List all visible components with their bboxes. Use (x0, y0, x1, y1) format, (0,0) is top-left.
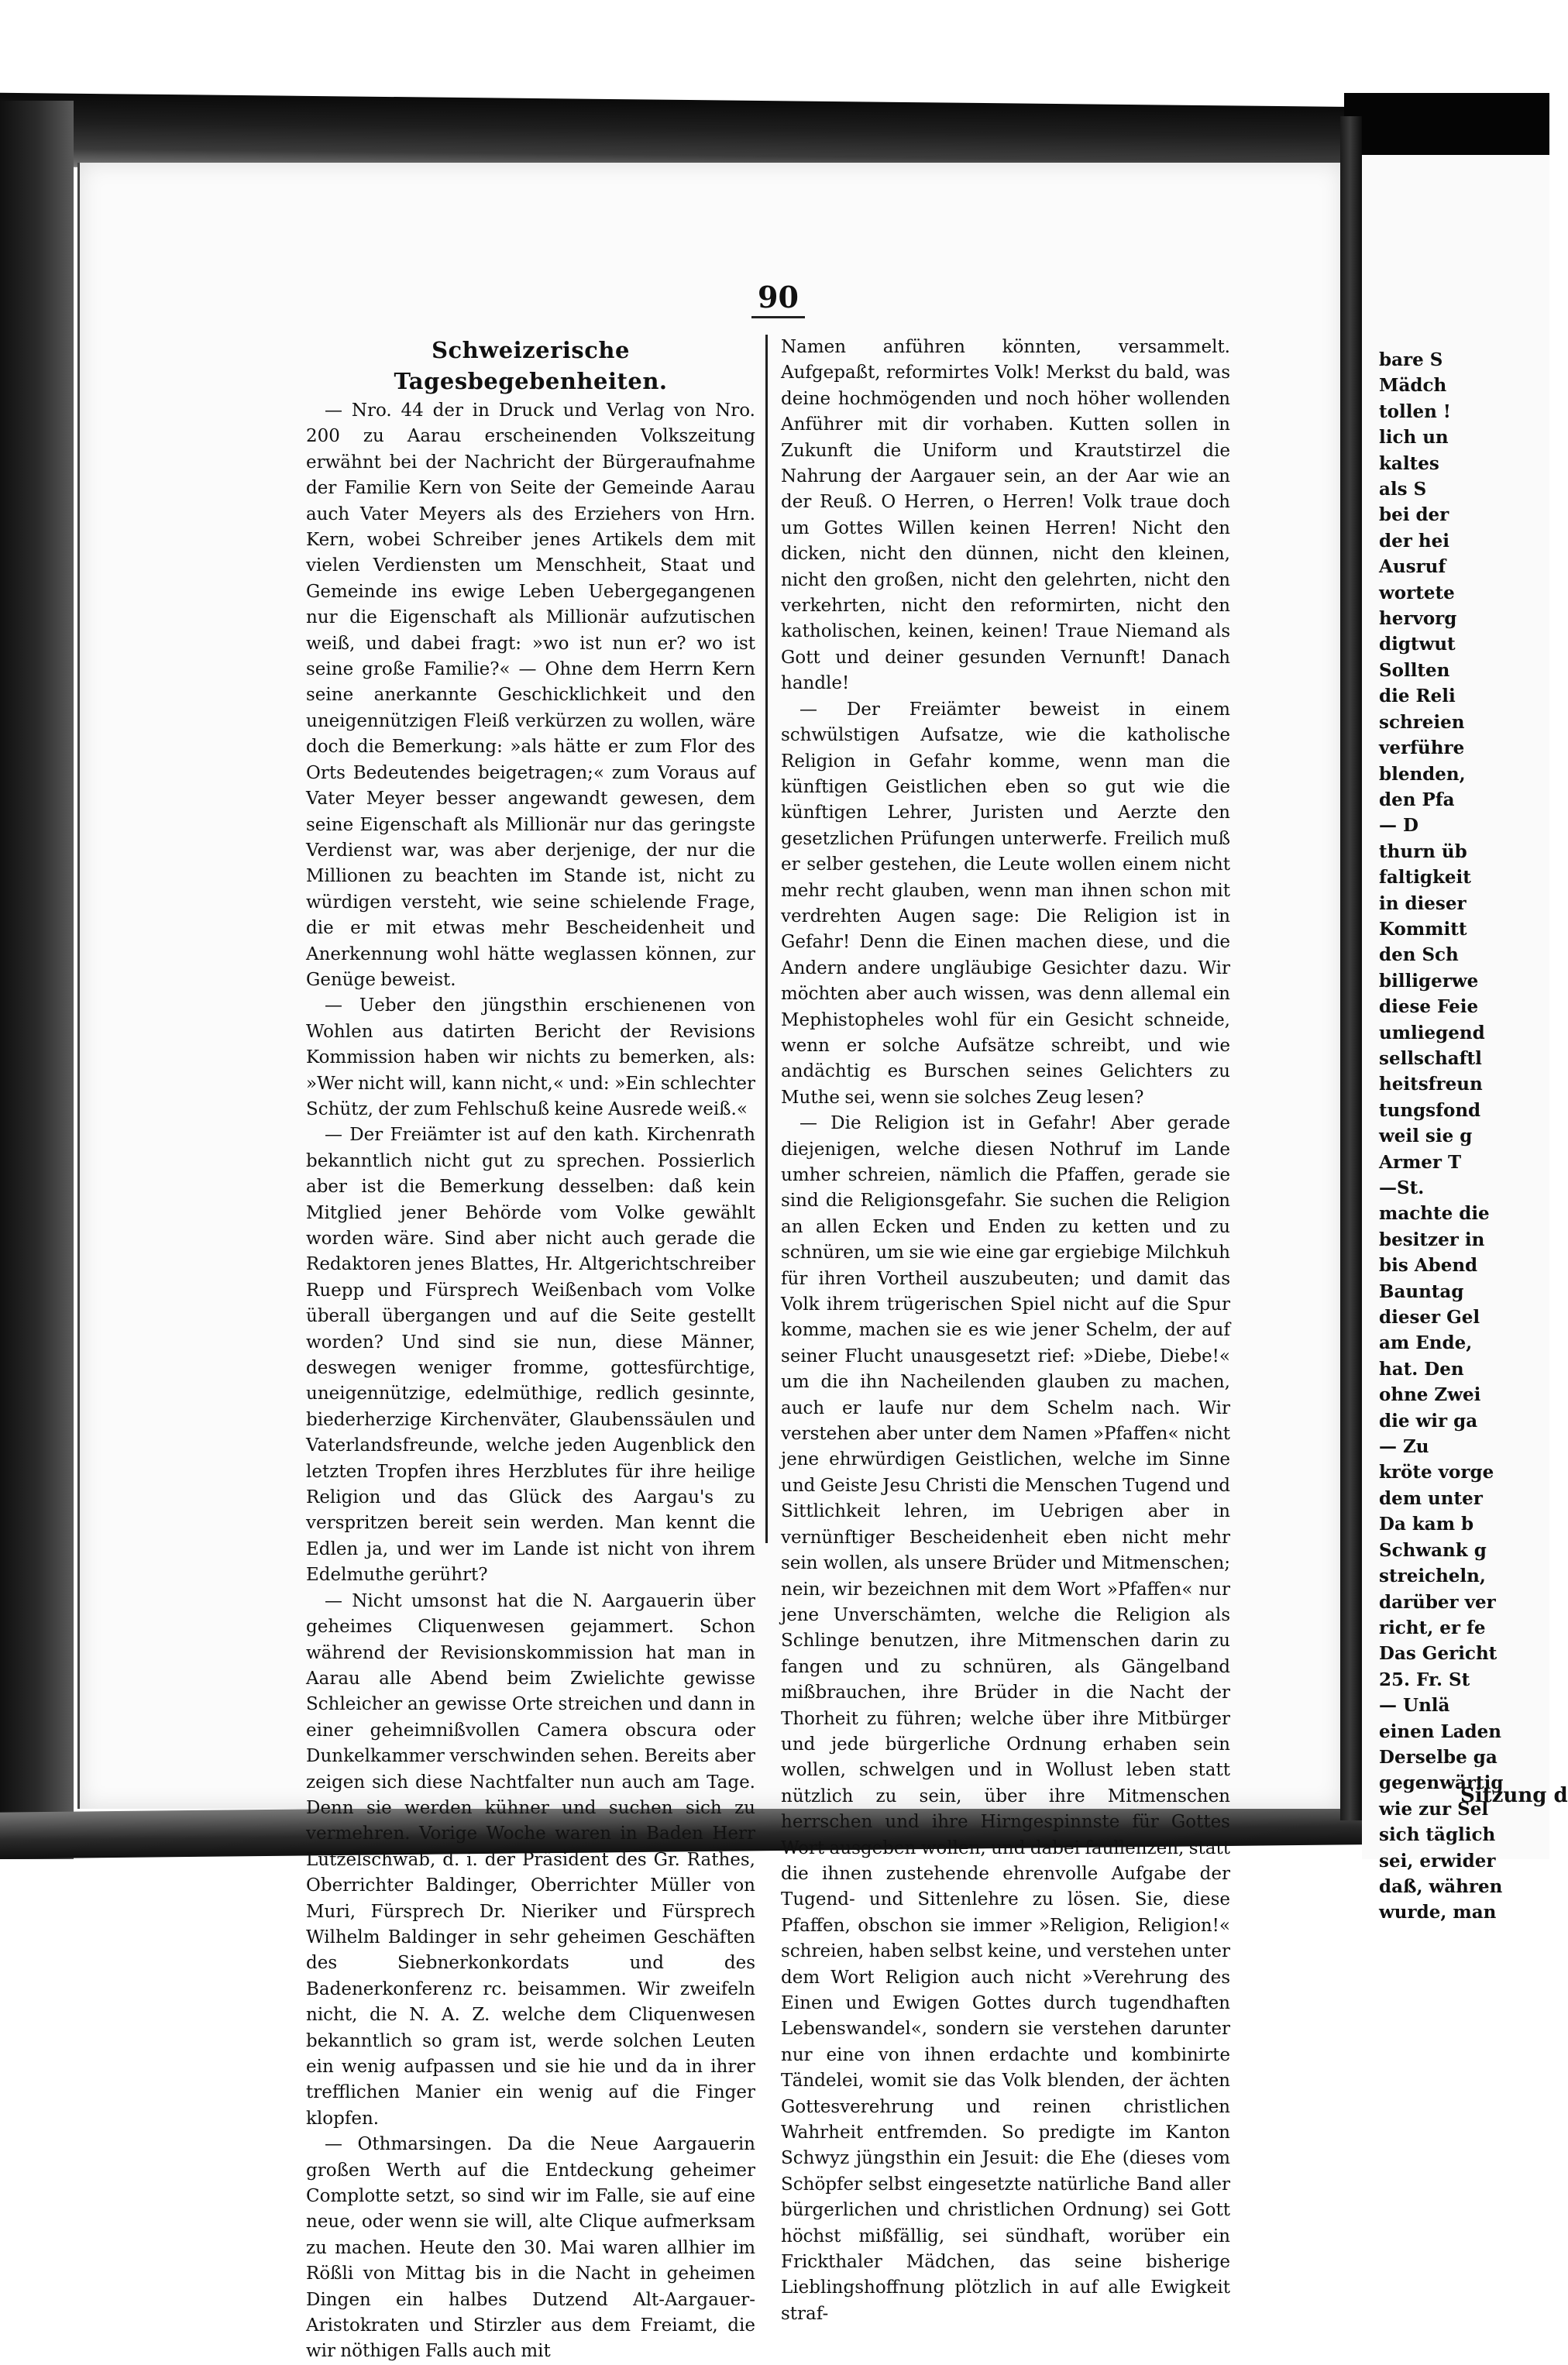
adjacent-page-line: als S (1379, 479, 1427, 500)
adjacent-page-line: die wir ga (1379, 1410, 1478, 1432)
adjacent-page (1362, 155, 1549, 1923)
adjacent-page-line: Bauntag (1379, 1280, 1464, 1302)
adjacent-page-line: sei, erwider (1379, 1850, 1496, 1872)
article-paragraph: — Der Freiämter ist auf den kath. Kirchenrath bekanntlich nicht gut zu sprechen. Possierlich aber ist die Bemerkung desselben: daß kein Mitglied jener Behörde vom Volke gewählt worden wäre. Sind aber nicht auch gerade die Redaktoren jenes Blattes, Hr. Altgerichtschreiber Ruepp und Fürsprech Weißenbach vom Volke überall übergangen und auf die Seite gestellt worden? Und sind sie nun, diese Männer, deswegen weniger fromme, gottesfürchtige, uneigennützige, edelmüthige, redlich gesinnte, biederherzige Kirchenväter, Glaubenssäulen und Vaterlandsfreunde, welche jeden Augenblick den letzten Tropfen ihres Herzblutes für ihre heilige Religion und das Glück des Aargau's zu verspritzen bereit sein werden. Man kennt die Edlen ja, und wer im Lande ist nicht von ihrem Edelmuthe gerührt? (306, 1125, 755, 1586)
book-gutter (1340, 116, 1362, 1820)
adjacent-page-line: diese Feie (1379, 996, 1479, 1018)
scan-shadow-left (0, 101, 74, 1859)
adjacent-page-line: wie zur Sel (1379, 1798, 1489, 1820)
adjacent-page-line: kröte vorge (1379, 1462, 1494, 1483)
adjacent-page-line: Ausruf (1379, 556, 1446, 578)
article-paragraph: — Der Freiämter beweist in einem schwülstigen Aufsatze, wie die katholische Religion in Gefahr komme, wenn man die künftigen Geistlichen eben so gut wie die künftigen Lehrer, Juristen und Aerzte den gesetzlichen Prüfungen unterwerfe. Freilich muß er selber gestehen, die Leute wollen einem nicht mehr recht glauben, wenn man ihnen schon mit verdrehten Augen sage: Die Religion ist in Gefahr! Denn die Einen machen diese, und die Andern andere ungläubige Gesichter dazu. Wir möchten aber auch wissen, was denn allemal ein Mephistopheles wohl für ein Gesicht schneide, wenn er solche Aufsätze schreibt, und wie andächtig es Burschen seines Gelichters zu Muthe sei, wenn sie solches Zeug lesen? (781, 699, 1230, 1108)
adjacent-page-line: besitzer in (1379, 1229, 1485, 1250)
page-number: 90 (751, 280, 805, 318)
adjacent-page-line: Mädch (1379, 375, 1447, 397)
adjacent-page-line: digtwut (1379, 634, 1456, 655)
section-heading: Schweizerische Tagesbegebenheiten. (394, 337, 668, 394)
adjacent-page-text (1379, 347, 1503, 1926)
adjacent-page-line: billigerwe (1379, 970, 1479, 992)
adjacent-page-footer: Sitzung d (1460, 1784, 1568, 1807)
adjacent-page-line: verführe (1379, 737, 1465, 759)
adjacent-page-line: streicheln, (1379, 1566, 1486, 1587)
adjacent-page-line: darüber ver (1379, 1591, 1496, 1613)
adjacent-page-line: Kommitt (1379, 918, 1467, 940)
adjacent-page-line: dem unter (1379, 1487, 1483, 1509)
adjacent-page-line: hat. Den (1379, 1358, 1464, 1380)
adjacent-page-line: daß, währen (1379, 1875, 1503, 1897)
adjacent-page-line: lich un (1379, 427, 1449, 449)
adjacent-page-line: einen Laden (1379, 1720, 1501, 1742)
adjacent-page-line: die Reli (1379, 686, 1456, 707)
article-paragraph: — Ueber den jüngsthin erschienenen von Wohlen aus datirten Bericht der Revisions Kommission haben wir nichts zu bemerken, als: »Wer nicht will, kann nicht,« und: »Ein schlechter Schütz, der zum Fehlschuß keine Ausrede weiß.« (306, 995, 755, 1119)
adjacent-page-line: faltigkeit (1379, 867, 1471, 889)
adjacent-page-line: sellschaftl (1379, 1047, 1482, 1069)
adjacent-page-line: den Sch (1379, 944, 1459, 966)
adjacent-page-line: schreien (1379, 711, 1465, 733)
adjacent-page-line: Derselbe ga (1379, 1746, 1498, 1768)
adjacent-page-line: Das Gericht (1379, 1643, 1498, 1665)
adjacent-page-line: heitsfreun (1379, 1074, 1483, 1095)
adjacent-page-line: — Unlä (1379, 1695, 1450, 1717)
adjacent-page-line: —St. (1379, 1177, 1425, 1198)
adjacent-page-line: bare S (1379, 349, 1443, 370)
adjacent-page-line: blenden, (1379, 763, 1466, 785)
article-column-left (306, 335, 755, 2365)
adjacent-page-line: tungsfond (1379, 1099, 1481, 1121)
article-paragraph: Namen anführen könnten, versammelt. Aufgepaßt, reformirtes Volk! Merkst du bald, was deine hochmögenden und noch höher wollenden Anführer mit dir vorhaben. Kutten sollen in Zukunft die Uniform und Krautstirzel die Nahrung der Aargauer sein, an der Aar wie an der Reuß. O Herren, o Herren! Volk traue doch um Gottes Willen keinen Herren! Nicht den dicken, nicht den dünnen, nicht den kleinen, nicht den großen, nicht den gelehrten, nicht den verkehrten, nicht den reformirten, nicht den katholischen, keinen, keinen! Traue Niemand als Gott und deiner gesunden Vernunft! Danach handle! (781, 337, 1230, 694)
adjacent-page-line: thurn üb (1379, 840, 1467, 862)
adjacent-page-line: Da kam b (1379, 1514, 1474, 1535)
adjacent-page-line: Armer T (1379, 1151, 1462, 1173)
adjacent-page-line: wurde, man (1379, 1902, 1497, 1923)
adjacent-page-line: richt, er fe (1379, 1617, 1486, 1638)
adjacent-page-line: umliegend (1379, 1022, 1485, 1043)
adjacent-page-line: machte die (1379, 1203, 1490, 1225)
adjacent-page-line: gegenwärtig (1379, 1772, 1504, 1794)
adjacent-page-line: den Pfa (1379, 789, 1455, 810)
adjacent-page-line: sich täglich (1379, 1824, 1496, 1846)
adjacent-page-line: weil sie g (1379, 1126, 1473, 1147)
adjacent-page-line: in dieser (1379, 892, 1467, 914)
adjacent-page-line: dieser Gel (1379, 1307, 1480, 1329)
article-column-right (781, 335, 1230, 2327)
adjacent-page-line: kaltes (1379, 452, 1439, 474)
adjacent-page-line: — D (1379, 815, 1418, 837)
adjacent-page-line: Schwank g (1379, 1539, 1487, 1561)
article-paragraph: — Nicht umsonst hat die N. Aargauerin über geheimes Cliquenwesen gejammert. Schon während der Revisionskommission hat man in Aarau alle Abend beim Zwielichte gewisse Schleicher an gewisse Orte streichen und dann in einer geheimnißvollen Camera obscura oder Dunkelkammer verschwinden sehen. Bereits aber zeigen sich diese Nachtfalter nun auch am Tage. Denn sie werden kühner und suchen sich zu vermehren. Vorige Woche waren in Baden Herr Lützelschwab, d. i. der Präsident des Gr. Rathes, Oberrichter Baldinger, Oberrichter Müller von Muri, Fürsprech Dr. Nieriker und Fürsprech Wilhelm Baldinger in sehr geheimen Geschäften des Siebnerkonkordats und des Badenerkonferenz rc. beisammen. Wir zweifeln nicht, die N. A. Z. welche dem Cliquenwesen bekanntlich so gram ist, werde solchen Leuten ein wenig aufpassen und sie hie und da in ihrer trefflichen Manier ein wenig auf die Finger klopfen. (306, 1590, 755, 2129)
adjacent-page-line: bei der (1379, 504, 1449, 526)
adjacent-page-line: wortete (1379, 582, 1455, 603)
adjacent-page-line: ohne Zwei (1379, 1384, 1481, 1406)
adjacent-page-line: der hei (1379, 530, 1449, 552)
column-divider (765, 335, 768, 1543)
adjacent-page-line: — Zu (1379, 1436, 1429, 1458)
article-paragraph: — Othmarsingen. Da die Neue Aargauerin großen Werth auf die Entdeckung geheimer Complotte setzt, so sind wir im Falle, sie auf eine neue, oder wenn sie will, alte Clique aufmerksam zu machen. Heute den 30. Mai waren allhier im Rößli von Mittag bis in die Nacht in geheimen Dingen ein halbes Dutzend Alt-Aargauer-Aristokraten und Stirzler aus dem Freiamt, die wir nöthigen Falls auch mit (306, 2134, 755, 2362)
adjacent-page-line: hervorg (1379, 608, 1457, 630)
article-paragraph: — Die Religion ist in Gefahr! Aber gerade diejenigen, welche diesen Nothruf im Lande umher schreien, nämlich die Pfaffen, gerade sie sind die Religionsgefahr. Sie suchen die Religion an allen Ecken und Enden zu ketten und zu schnüren, um sie wie eine gar ergiebige Milchkuh für ihren Vortheil auszubeuten; und damit das Volk ihrem trügerischen Spiel nicht auf die Spur komme, machen sie es wie jener Schelm, der auf seiner Flucht unausgesetzt rief: »Diebe, Diebe!« um die ihn Nacheilenden glauben zu machen, auch er laufe nur dem Schelm nach. Wir verstehen aber unter dem Namen »Pfaffen« nicht jene ehrwürdigen Geistlichen, welche im Sinne und Geiste Jesu Christi die Menschen Tugend und Sittlichkeit lehren, im Uebrigen aber in vernünftiger Bescheidenheit eben nicht mehr sein wollen, als unsere Brüder und Mitmenschen; nein, wir bezeichnen mit dem Wort »Pfaffen« nur jene Unverschämten, welche die Religion als Schlinge benutzen, ihre Mitmenschen darin zu fangen und zu schnüren, als Gängelband mißbrauchen, ihre Brüder in die Nacht der Thorheit zu führen; welche über ihre Mitbürger und jede bürgerliche Ordnung erhaben sein wollen, schwelgen und in Wollust leben statt nützlich zu sein, über ihre Mitmenschen herrschen und ihre Hirngespinnste für Gottes Wort ausgeben wollen, und dabei faullenzen, statt die ihnen zustehende ehrenvolle Aufgabe der Tugend- und Sittenlehre zu lösen. Sie, diese Pfaffen, obschon sie immer »Religion, Religion!« schreien, haben selbst keine, und verstehen unter dem Wort Religion auch nicht »Verehrung des Einen und Ewigen Gottes durch tugendhaften Lebenswandel«, sondern sie verstehen darunter nur eine von ihnen erdachte und kombinirte Tändelei, womit sie das Volk blenden, der ächten Gottesverehrung und reinen christlichen Wahrheit entfremden. So predigte im Kanton Schwyz jüngsthin ein Jesuit: die Ehe (dieses vom Schöpfer selbst eingesetzte natürliche Band aller bürgerlichen und christlichen Ordnung) sei Gott höchst mißfällig, sei sündhaft, worüber ein Frickthaler Mädchen, das seine bisherige Lieblingshoffnung plötzlich in auf alle Ewigkeit straf- (781, 1113, 1230, 2324)
adjacent-page-line: am Ende, (1379, 1332, 1473, 1354)
adjacent-page-line: Sollten (1379, 659, 1450, 681)
article-paragraph: — Nro. 44 der in Druck und Verlag von Nro. 200 zu Aarau erscheinenden Volkszeitung erwähnt bei der Nachricht der Bürgeraufnahme der Familie Kern von Seite der Gemeinde Aarau auch Vater Meyers als des Erziehers von Hrn. Kern, wobei Schreiber jenes Artikels dem mit vielen Verdiensten um Menschheit, Staat und Gemeinde ins ewige Leben Uebergegangenen nur die Eigenschaft als Millionär aufzutischen weiß, und dabei fragt: »wo ist nun er? wo ist seine große Familie?« — Ohne dem Herrn Kern seine anerkannte Geschicklichkeit und den uneigennützigen Fleiß verkürzen zu wollen, wäre doch die Bemerkung: »als hätte er zum Flor des Orts Bedeutendes beigetragen;« zum Voraus auf Vater Meyer besser angewandt gewesen, dem seine Eigenschaft als Millionär nur das geringste Verdienst war, was aber derjenige, der nur die Millionen zu beachten im Stande ist, nicht zu würdigen versteht, wie seine schielende Frage, die er mit etwas mehr Bescheidenheit und Anerkennung wohl hätte weglassen können, zur Genüge beweist. (306, 400, 755, 990)
adjacent-page-line: bis Abend (1379, 1255, 1478, 1277)
adjacent-page-line: tollen ! (1379, 400, 1451, 422)
adjacent-page-line: 25. Fr. St (1379, 1669, 1470, 1690)
